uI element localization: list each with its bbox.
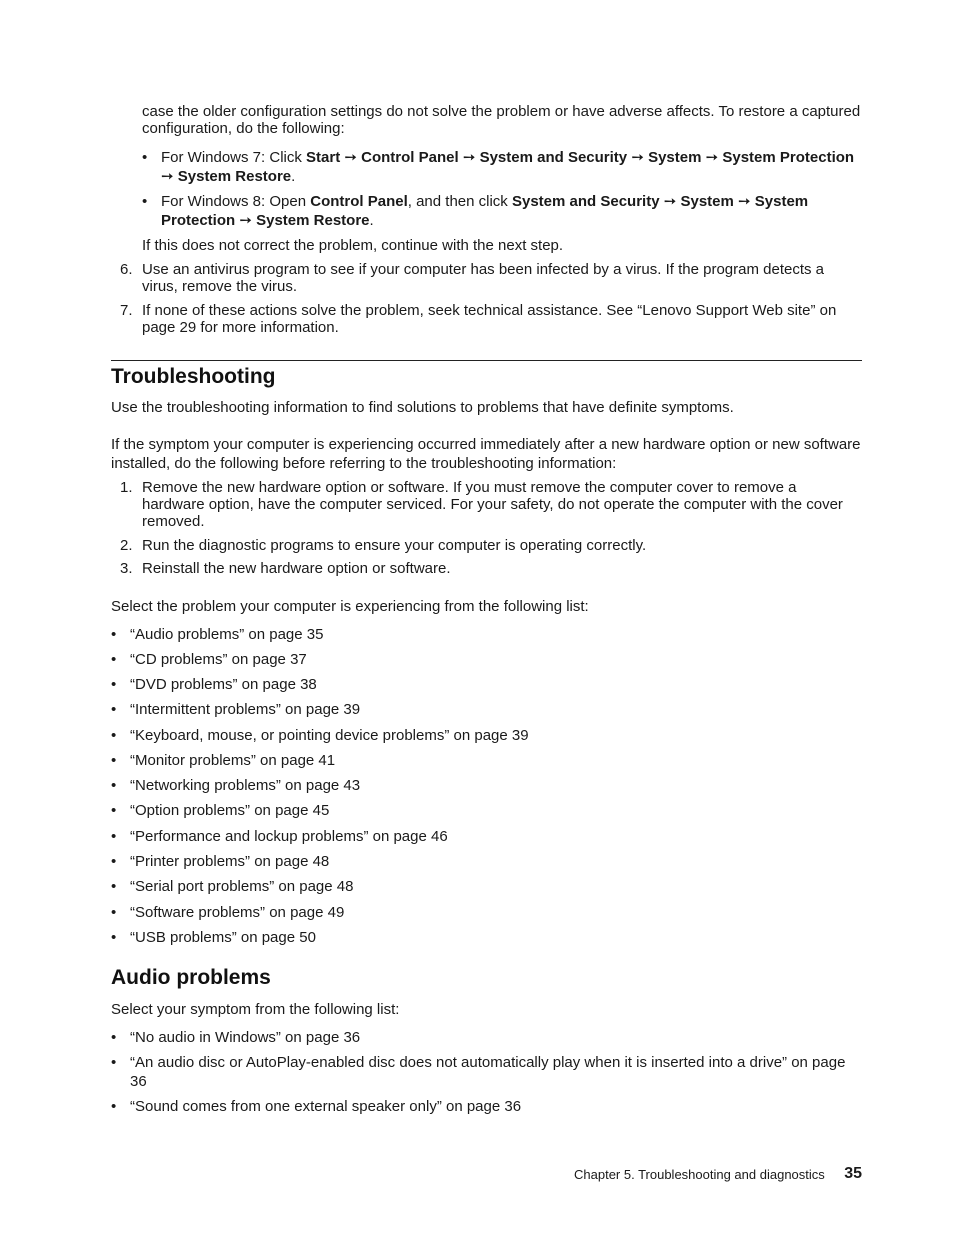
- bullet-icon: •: [111, 752, 117, 769]
- bullet-icon: •: [142, 149, 148, 166]
- bullet-icon: •: [111, 727, 117, 744]
- arrow-icon: ➙: [738, 193, 751, 210]
- audio-link[interactable]: “No audio in Windows” on page 36: [130, 1029, 361, 1046]
- problem-link[interactable]: “Option problems” on page 45: [130, 802, 330, 819]
- audio-intro: Select your symptom from the following list:: [111, 1001, 400, 1018]
- section-divider: [111, 360, 862, 361]
- arrow-icon: ➙: [161, 168, 174, 185]
- problem-link[interactable]: “Audio problems” on page 35: [130, 626, 324, 643]
- bullet-icon: •: [111, 651, 117, 668]
- bullet-icon: •: [111, 904, 117, 921]
- problem-link[interactable]: “DVD problems” on page 38: [130, 676, 317, 693]
- symptom-paragraph: If the symptom your computer is experiencing occurred immediately after a new hardware option or new software installed, do the following before referring to the troubleshooting information:: [111, 436, 861, 472]
- audio-link[interactable]: “An audio disc or AutoPlay-enabled disc does not automatically play when it is inserted into a drive” on page 36: [130, 1054, 846, 1090]
- bullet-icon: •: [111, 828, 117, 845]
- bullet-icon: •: [111, 1029, 117, 1046]
- bullet-icon: •: [111, 929, 117, 946]
- arrow-icon: ➙: [663, 193, 677, 210]
- select-problem-paragraph: Select the problem your computer is experiencing from the following list:: [111, 598, 589, 615]
- intro-paragraph: case the older configuration settings do not solve the problem or have adverse affects. To restore a captured configuration, do the following:: [142, 103, 861, 137]
- audio-problems-heading: Audio problems: [111, 966, 271, 989]
- problem-link[interactable]: “Printer problems” on page 48: [130, 853, 330, 870]
- arrow-icon: ➙: [344, 149, 357, 166]
- problem-link[interactable]: “Keyboard, mouse, or pointing device problems” on page 39: [130, 727, 529, 744]
- audio-link[interactable]: “Sound comes from one external speaker only” on page 36: [130, 1098, 522, 1115]
- problem-link[interactable]: “Performance and lockup problems” on page 46: [130, 828, 448, 845]
- problem-link[interactable]: “USB problems” on page 50: [130, 929, 316, 946]
- bullet-icon: •: [111, 701, 117, 718]
- bullet-icon: •: [111, 1098, 117, 1115]
- arrow-icon: ➙: [239, 212, 252, 229]
- continue-paragraph: If this does not correct the problem, continue with the next step.: [142, 237, 564, 254]
- bullet-icon: •: [111, 802, 117, 819]
- windows8-instructions: For Windows 8: Open Control Panel, and then click System and Security ➙ System ➙ System Protection ➙ System Restore.: [161, 193, 809, 229]
- problem-link[interactable]: “Software problems” on page 49: [130, 904, 345, 921]
- bullet-icon: •: [142, 193, 148, 210]
- document-page: case the older configuration settings do not solve the problem or have adverse affects. To restore a captured configuration, do the following: • For Windows 7: Click Start ➙ Control Panel ➙ System and Security ➙ System ➙ System Protection ➙ System Restore. • For Windows 8: Open Control Panel, and then click System and Security ➙ System ➙ System Protection ➙ System Restore. If this does not correct the problem, continue with the next step. 6. Use an antivirus program to see if your computer has been infected by a virus. If the program detects a virus, remove the virus. 7. If none of these actions solve the problem, seek technical assistance. See “Lenovo Support Web site” on page 29 for more information. Troubleshooting Use the troubleshooting information to find solutions to problems that have definite symptoms. If the symptom your computer is experiencing occurred immediately after a new hardware option or new software installed, do the following before referring to the troubleshooting information: 1. Remove the new hardware option or software. If you must remove the computer cover to remove a hardware option, have the computer serviced. For your safety, do not operate the computer with the cover removed. 2. Run the diagnostic programs to ensure your computer is operating correctly. 3. Reinstall the new hardware option or software. Select the problem your computer is experiencing from the following list: • “Audio problems” on page 35 • “CD problems” on page 37 • “DVD problems” on page 38 • “Intermittent problems” on page 39 • “Keyboard, mouse, or pointing device problems” on page 39 • “Monitor problems” on page 41 • “Networking problems” on page 43 • “Option problems” on page 45 • “Performance and lockup problems” on page 46 • “Printer problems” on page 48 • “Serial port problems” on page 48 • “Software problems” on page 49 • “USB problems” on page 50 Audio problems Select your symptom from the following list: • “No audio in Windows” on page 36 • “An audio disc or AutoPlay-enabled disc does not automatically play when it is inserted into a drive” on page 36 • “Sound comes from one external speaker only” on page 36 Chapter 5. Troubleshooting and diagnostics 35: [0, 0, 954, 1235]
- windows7-instructions: For Windows 7: Click Start ➙ Control Panel ➙ System and Security ➙ System ➙ System Protection ➙ System Restore.: [161, 149, 855, 185]
- bullet-icon: •: [111, 853, 117, 870]
- page-footer: [574, 1165, 862, 1185]
- troubleshooting-intro: Use the troubleshooting information to find solutions to problems that have definite symptoms.: [111, 399, 734, 416]
- problem-link[interactable]: “Intermittent problems” on page 39: [130, 701, 361, 718]
- arrow-icon: ➙: [631, 149, 644, 166]
- arrow-icon: ➙: [462, 149, 476, 166]
- bullet-icon: •: [111, 1054, 117, 1071]
- problem-link[interactable]: “Networking problems” on page 43: [130, 777, 361, 794]
- problem-link[interactable]: “CD problems” on page 37: [130, 651, 307, 668]
- bullet-icon: •: [111, 626, 117, 643]
- page-number: 35: [844, 1165, 862, 1182]
- bullet-icon: •: [111, 676, 117, 693]
- problem-link[interactable]: “Monitor problems” on page 41: [130, 752, 336, 769]
- problem-link[interactable]: “Serial port problems” on page 48: [130, 878, 354, 895]
- troubleshooting-heading: Troubleshooting: [111, 365, 276, 388]
- bullet-icon: •: [111, 777, 117, 794]
- chapter-label: Chapter 5. Troubleshooting and diagnostics: [574, 1167, 825, 1182]
- arrow-icon: ➙: [705, 149, 719, 166]
- bullet-icon: •: [111, 878, 117, 895]
